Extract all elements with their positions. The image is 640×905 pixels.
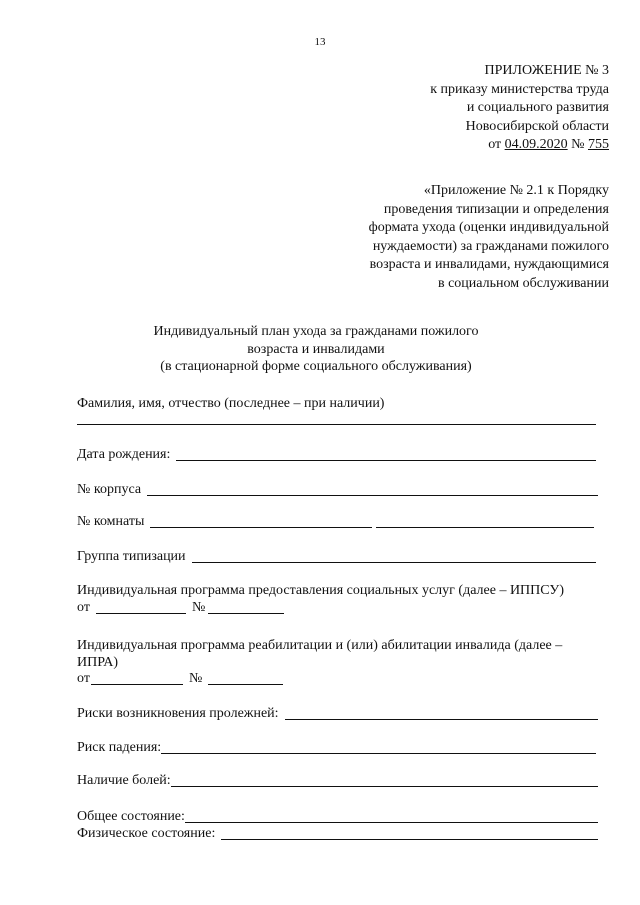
sub-line: проведения типизации и определения bbox=[383, 201, 609, 217]
order-date: 04.09.2020 bbox=[504, 137, 568, 153]
building-label: № корпуса bbox=[77, 482, 142, 497]
ipra-row bbox=[77, 670, 287, 687]
ippsu-label: Индивидуальная программа предоставления социальных услуг (далее – ИППСУ) bbox=[77, 583, 564, 598]
ipra-from-label: от bbox=[77, 671, 90, 686]
birth-date-row bbox=[77, 446, 598, 463]
general-state-row bbox=[77, 808, 598, 825]
room-row bbox=[77, 513, 598, 530]
fall-risk-field[interactable] bbox=[161, 753, 596, 754]
date-prefix: от bbox=[488, 137, 505, 153]
ippsu-no-label: № bbox=[191, 600, 206, 615]
bedsore-risk-label: Риски возникновения пролежней: bbox=[77, 706, 279, 721]
ippsu-row bbox=[77, 599, 287, 616]
physical-state-row bbox=[77, 825, 598, 842]
appendix-title: ПРИЛОЖЕНИЕ № 3 bbox=[484, 63, 609, 78]
appendix-line-3: Новосибирской области bbox=[465, 118, 609, 134]
ipra-label-2: ИПРА) bbox=[77, 655, 118, 670]
ipra-label-1: Индивидуальная программа реабилитации и (или) абилитации инвалида (далее – bbox=[77, 638, 563, 653]
title-line: возраста и инвалидами bbox=[247, 341, 385, 357]
pain-label: Наличие болей: bbox=[77, 773, 171, 788]
group-row bbox=[77, 548, 598, 565]
sub-line: «Приложение № 2.1 к Порядку bbox=[423, 183, 609, 198]
page-number: 13 bbox=[314, 36, 326, 48]
appendix-line-1: к приказу министерства труда bbox=[430, 81, 609, 97]
ippsu-from-label: от bbox=[77, 600, 90, 615]
ippsu-number-field[interactable] bbox=[208, 613, 284, 614]
appendix-line-2: и социального развития bbox=[466, 100, 609, 116]
ipra-no-label: № bbox=[188, 671, 203, 686]
sub-line: в социальном обслуживании bbox=[437, 275, 609, 291]
physical-state-field[interactable] bbox=[221, 839, 598, 840]
sub-line: формата ухода (оценки индивидуальной bbox=[368, 220, 609, 236]
pain-row bbox=[77, 772, 598, 789]
bedsore-risk-row bbox=[77, 705, 598, 722]
room-field-extra[interactable] bbox=[376, 527, 594, 528]
appendix-date-line bbox=[430, 136, 609, 155]
physical-state-label: Физическое состояние: bbox=[77, 826, 216, 841]
sub-line: возраста и инвалидами, нуждающимися bbox=[369, 257, 609, 273]
birth-date-field[interactable] bbox=[176, 460, 596, 461]
sub-line: нуждаемости) за гражданами пожилого bbox=[372, 238, 609, 254]
title-line: Индивидуальный план ухода за гражданами пожилого bbox=[153, 324, 479, 339]
ippsu-date-field[interactable] bbox=[96, 613, 186, 614]
bedsore-risk-field[interactable] bbox=[285, 719, 598, 720]
general-state-label: Общее состояние: bbox=[77, 809, 185, 824]
building-row bbox=[77, 481, 598, 498]
ipra-date-field[interactable] bbox=[91, 684, 183, 685]
fall-risk-row bbox=[77, 739, 598, 756]
general-state-field[interactable] bbox=[185, 822, 598, 823]
appendix-sub-header bbox=[369, 182, 609, 294]
room-label: № комнаты bbox=[77, 514, 145, 529]
fio-field[interactable] bbox=[77, 424, 596, 425]
title-line: (в стационарной форме социального обслуживания) bbox=[160, 359, 472, 374]
building-field[interactable] bbox=[147, 495, 598, 496]
fall-risk-label: Риск падения: bbox=[77, 740, 162, 755]
document-title bbox=[60, 323, 572, 376]
room-field[interactable] bbox=[150, 527, 372, 528]
birth-date-label: Дата рождения: bbox=[77, 447, 171, 462]
appendix-header bbox=[430, 62, 609, 155]
fio-label: Фамилия, имя, отчество (последнее – при наличии) bbox=[77, 396, 385, 411]
ipra-number-field[interactable] bbox=[208, 684, 283, 685]
group-field[interactable] bbox=[192, 562, 596, 563]
group-label: Группа типизации bbox=[77, 549, 186, 564]
pain-field[interactable] bbox=[171, 786, 598, 787]
order-number: 755 bbox=[588, 137, 609, 153]
number-sign: № bbox=[567, 137, 588, 153]
